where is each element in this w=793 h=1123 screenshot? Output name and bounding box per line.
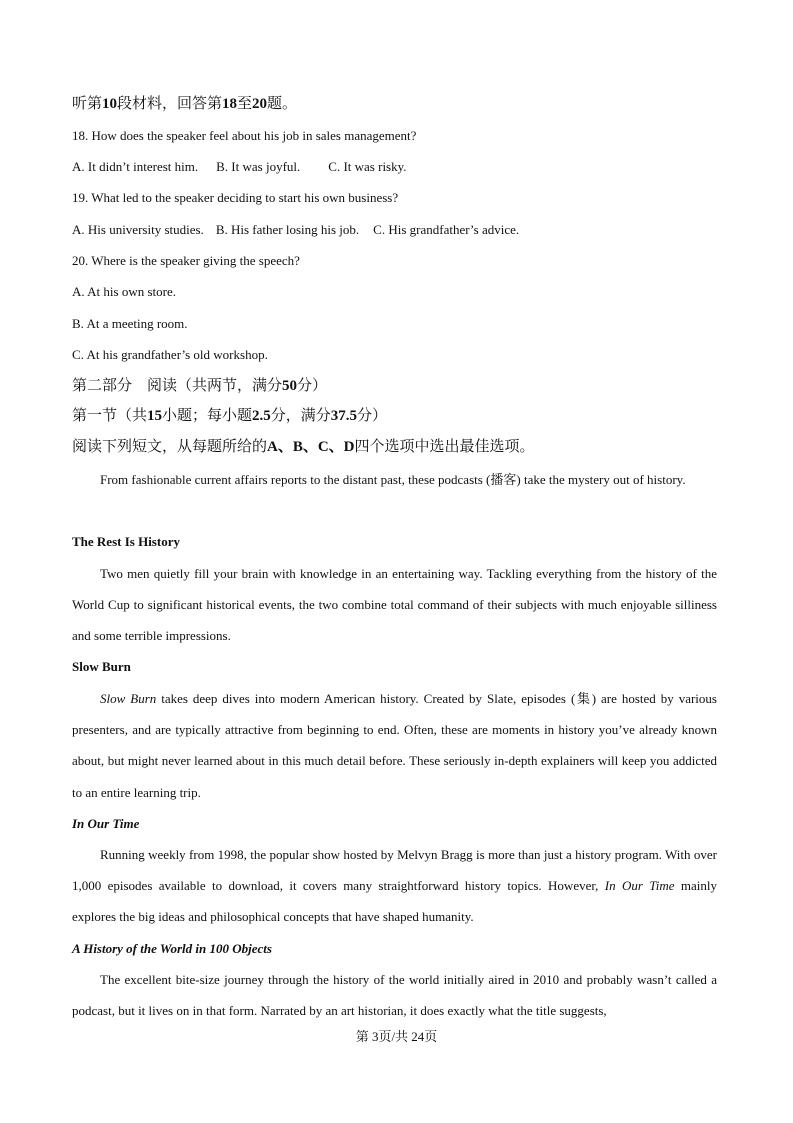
option-b: B. His father losing his job. <box>215 222 360 237</box>
podcast-paragraph-in-our-time: Running weekly from 1998, the popular show hosted by Melvyn Bragg is more than just a history program. With over 1,000 episodes available to download, it covers many straightforward history topics. However, In Our Time mainly explores the big ideas and philosophical concepts that have shaped humanity. <box>72 847 718 925</box>
question-19-options <box>72 222 723 238</box>
podcast-paragraph-rest-is-history: Two men quietly fill your brain with knowledge in an entertaining way. Tackling everything from the history of the World Cup to significant historical events, the two combine total command of their subjects with much enjoyable silliness and some terrible impressions. <box>72 566 717 644</box>
question-20: 20. Where is the speaker giving the speech? <box>72 253 300 268</box>
question-18: 18. How does the speaker feel about his job in sales management? <box>72 128 417 143</box>
part-two-title: 第二部分 阅读（共两节，满分50分） <box>72 378 328 394</box>
podcast-heading-slow-burn: Slow Burn <box>72 659 131 674</box>
podcast-heading-in-our-time: In Our Time <box>72 816 140 831</box>
podcast-heading-history-of-world: A History of the World in 100 Objects <box>72 941 272 956</box>
podcast-paragraph-slow-burn: Slow Burn takes deep dives into modern American history. Created by Slate, episodes (集) are hosted by various presenters, and are typically attractive from beginning to end. Often, these are moments in history you’ve already known about, but might never learned about in this much detail before. These seriously in-depth explainers will keep you addicted to an entire learning trip. <box>72 691 717 800</box>
section-one-title: 第一节（共15小题；每小题2.5分，满分37.5分） <box>72 408 388 424</box>
reading-directions: 阅读下列短文，从每题所给的A、B、C、D四个选项中选出最佳选项。 <box>72 439 535 455</box>
podcast-paragraph-history-of-world: The excellent bite-size journey through the history of the world initially aired in 2010 and probably wasn’t called a podcast, but it lives on in that form. Narrated by an art historian, it does exactly what the title suggests, <box>72 972 717 1019</box>
question-19: 19. What led to the speaker deciding to start his own business? <box>72 190 399 205</box>
option-a: A. His university studies. <box>72 222 204 237</box>
option-a: A. It didn’t interest him. <box>72 159 199 174</box>
option-b: B. It was joyful. <box>216 159 301 174</box>
intro-paragraph: From fashionable current affairs reports to the distant past, these podcasts (播客) take the mystery out of history. <box>100 472 686 487</box>
page-number: 第 3页/共 24页 <box>355 1029 438 1044</box>
question-18-options <box>72 159 723 175</box>
option-c: C. His grandfather’s advice. <box>373 222 520 237</box>
question-20-option-a: A. At his own store. <box>72 284 176 299</box>
question-20-option-c: C. At his grandfather’s old workshop. <box>72 347 268 362</box>
listening-instruction: 听第10段材料，回答第18至20题。 <box>72 96 298 112</box>
question-20-option-b: B. At a meeting room. <box>72 316 188 331</box>
option-c: C. It was risky. <box>328 159 407 174</box>
podcast-heading-rest-is-history: The Rest Is History <box>72 534 180 549</box>
